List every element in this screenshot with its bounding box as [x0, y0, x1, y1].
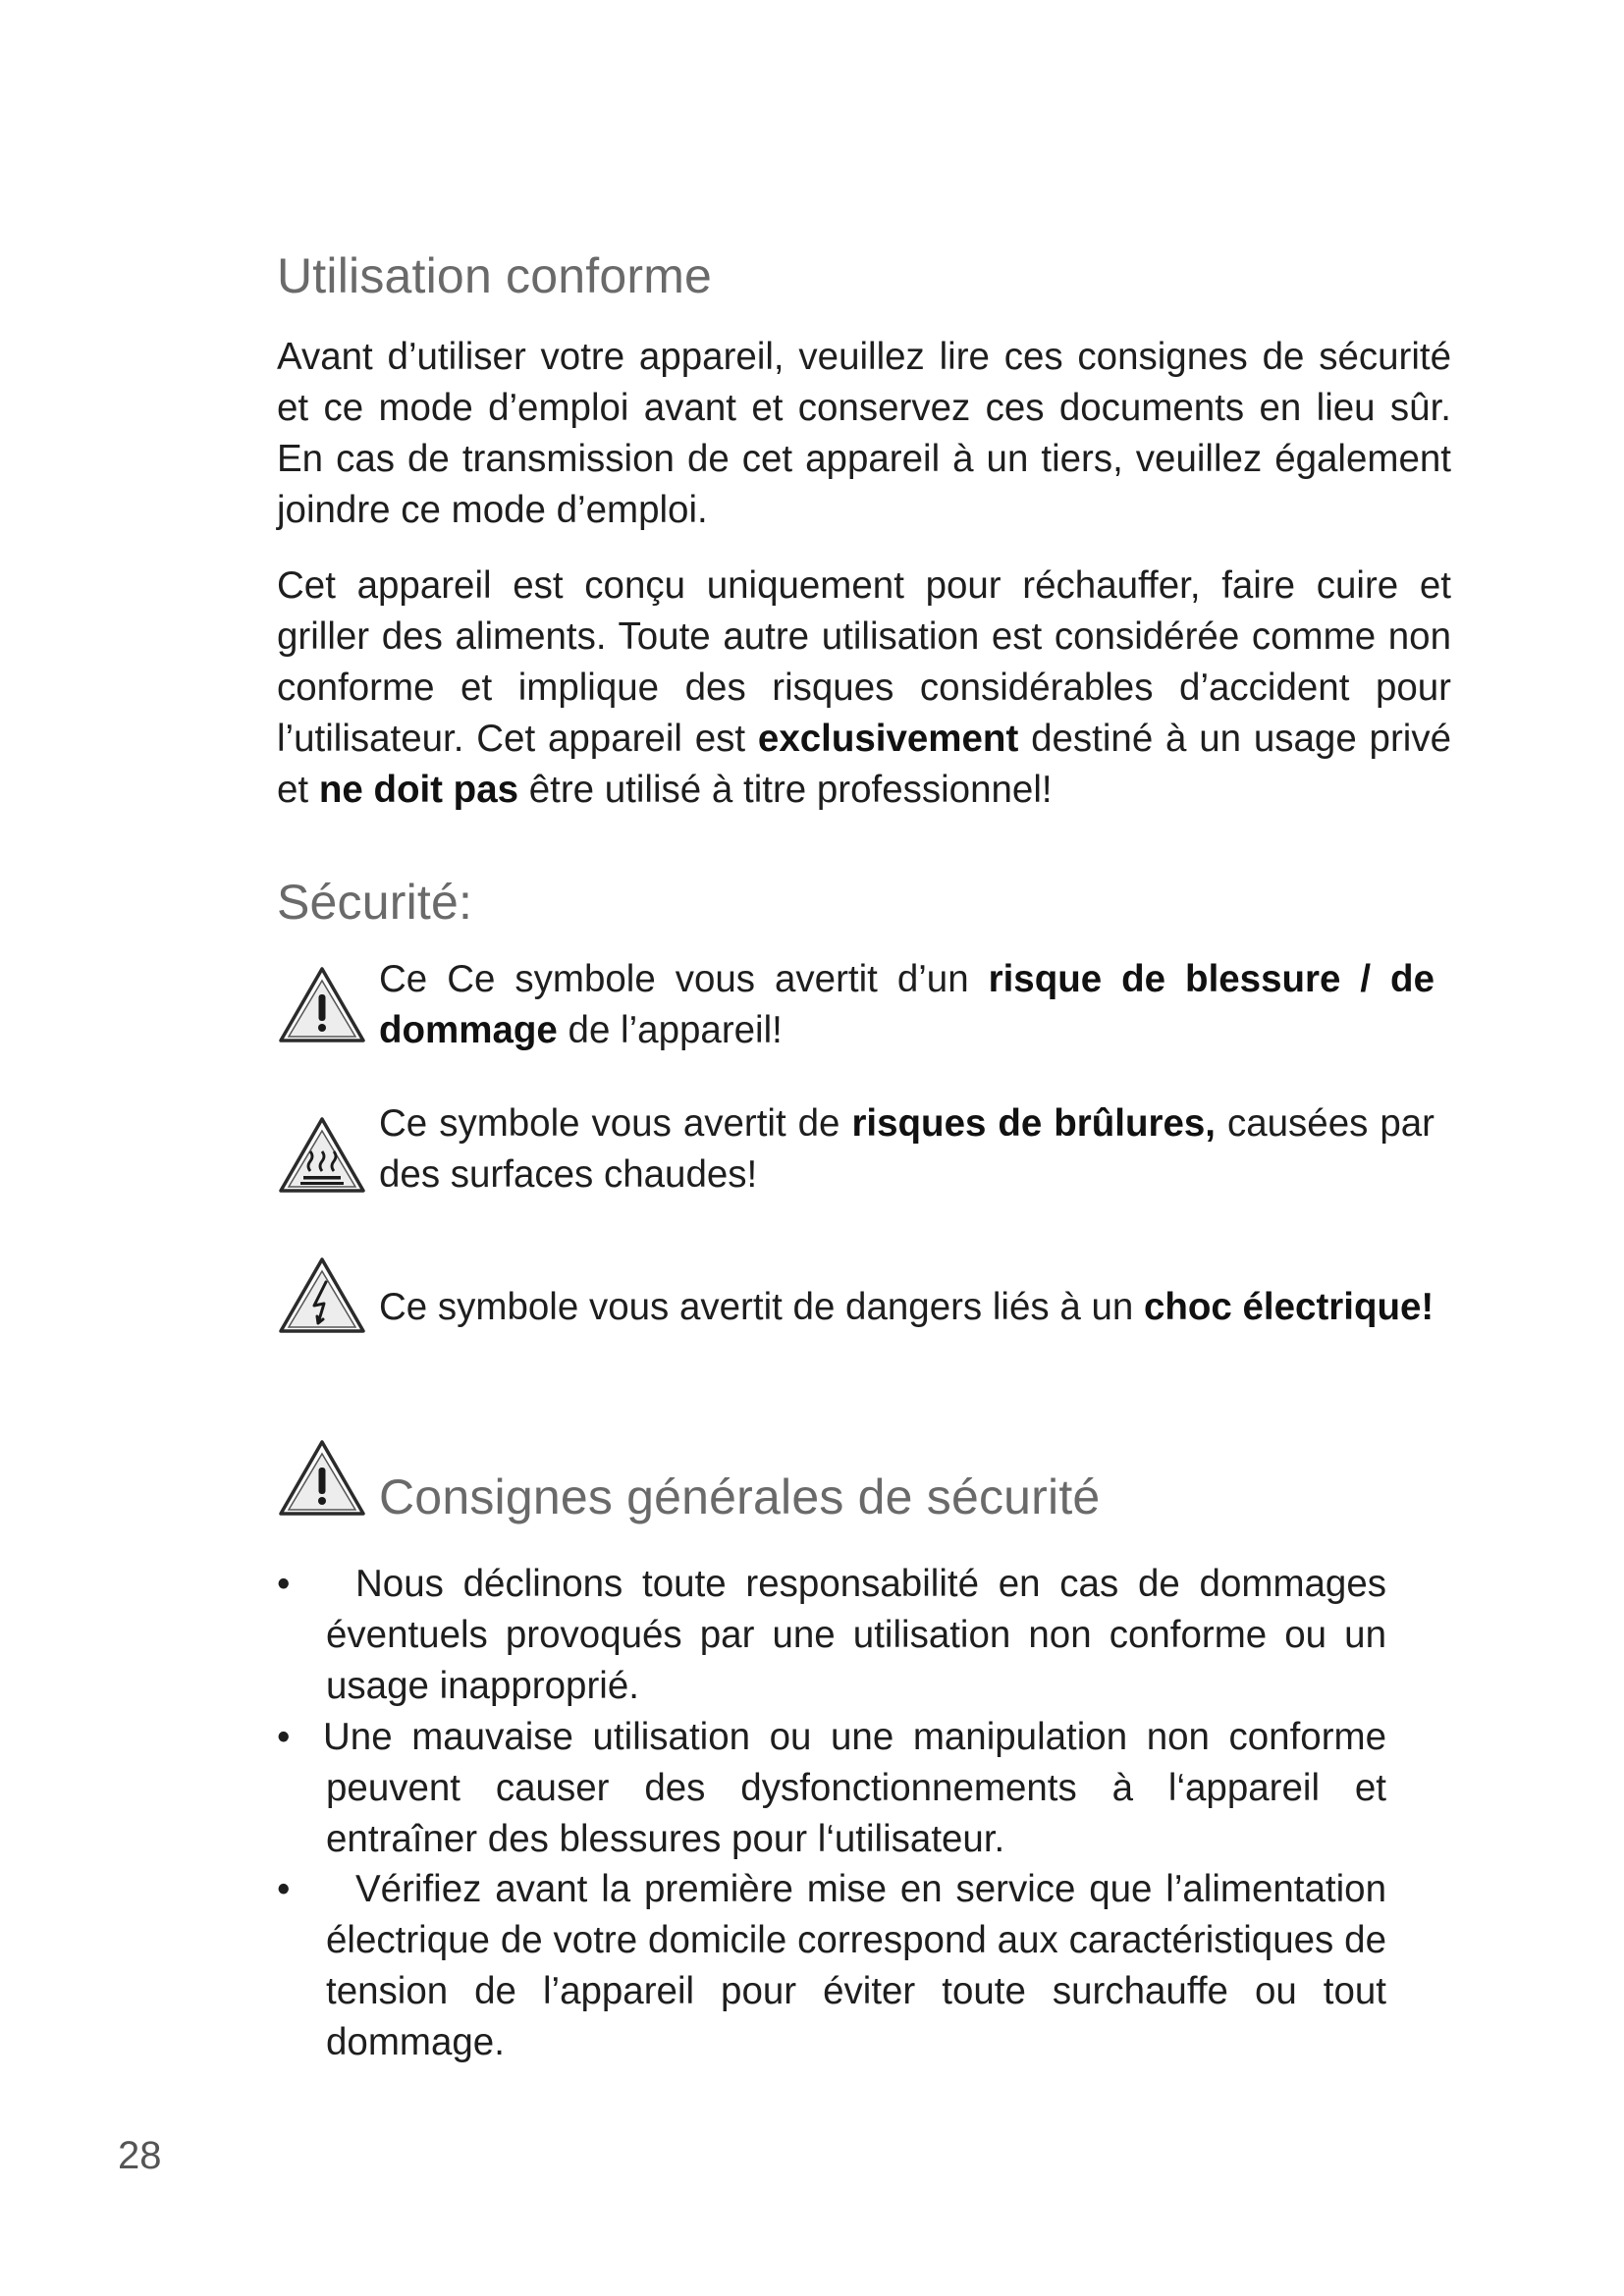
- warning-burn-text-2: causées par des surfaces chaudes!: [379, 1102, 1435, 1196]
- hot-surface-warning-icon: [277, 1114, 367, 1197]
- list-item-text: Une mauvaise utilisation ou une manipulation non conforme peuvent causer des dysfonctionnements à l‘appareil et entraîner des blessures pour l‘utilisateur.: [323, 1716, 1386, 1860]
- usage-bold-2: ne doit pas: [318, 769, 519, 811]
- warning-injury-bold: risque de blessure / de dommage: [379, 958, 1435, 1051]
- warning-electric-text-1: Ce symbole vous avertit de dangers liés à un: [379, 1286, 1144, 1328]
- exclamation-warning-icon: [277, 1437, 367, 1520]
- electric-shock-warning-icon: [277, 1255, 367, 1337]
- list-item-text: Nous déclinons toute responsabilité en cas de dommages éventuels provoqués par une utilisation non conforme ou un usage inapproprié.: [326, 1563, 1386, 1707]
- section-heading-utilisation: Utilisation conforme: [277, 248, 713, 303]
- warning-injury-text: [379, 954, 1435, 1056]
- section-heading-consignes: Consignes générales de sécurité: [379, 1469, 1101, 1524]
- warning-injury-text-2: de l’appareil!: [557, 1009, 783, 1051]
- usage-bold-1: exclusivement: [757, 718, 1019, 760]
- warning-burn-text-1: Ce symbole vous avertit de: [379, 1102, 852, 1145]
- warning-burn-text: [379, 1098, 1435, 1201]
- exclamation-warning-icon: [277, 964, 367, 1046]
- page-number: 28: [118, 2134, 162, 2177]
- warning-electric-text: [379, 1282, 1435, 1333]
- usage-text-3: être utilisé à titre professionnel!: [518, 769, 1053, 811]
- bullet-dot: •: [277, 1563, 291, 1605]
- warning-electric: [277, 1255, 1455, 1362]
- warning-injury-text-1: Ce Ce symbole vous avertit d’un: [379, 958, 989, 1000]
- warning-injury: [277, 958, 1455, 1072]
- warning-burn-bold: risques de brûlures,: [851, 1102, 1216, 1145]
- list-item-text: Vérifiez avant la première mise en service que l’alimentation électrique de votre domicile correspond aux caractéristiques de tension de l’appareil pour éviter toute surchauffe ou tout dommage.: [326, 1868, 1386, 2063]
- paragraph-usage: [277, 561, 1451, 816]
- warning-burn: [277, 1102, 1455, 1222]
- usage-text-2: destiné à un usage privé et: [277, 718, 1451, 811]
- bullet-dot: •: [277, 1716, 291, 1758]
- usage-text-1: Cet appareil est conçu uniquement pour réchauffer, faire cuire et griller des aliments. Toute autre utilisation est considérée comme non conforme et implique des risques considérables d’accident pour l’utilisateur. Cet appareil est: [277, 564, 1451, 760]
- general-safety-header: [277, 1437, 1455, 1545]
- paragraph-intro: Avant d’utiliser votre appareil, veuillez lire ces consignes de sécurité et ce mode d’emploi avant et conservez ces documents en lieu sûr. En cas de transmission de cet appareil à un tiers, veuillez également joindre ce mode d’emploi.: [277, 336, 1451, 531]
- section-heading-securite: Sécurité:: [277, 875, 473, 930]
- warning-electric-bold: choc électrique!: [1143, 1286, 1435, 1328]
- bullet-dot: •: [277, 1868, 291, 1910]
